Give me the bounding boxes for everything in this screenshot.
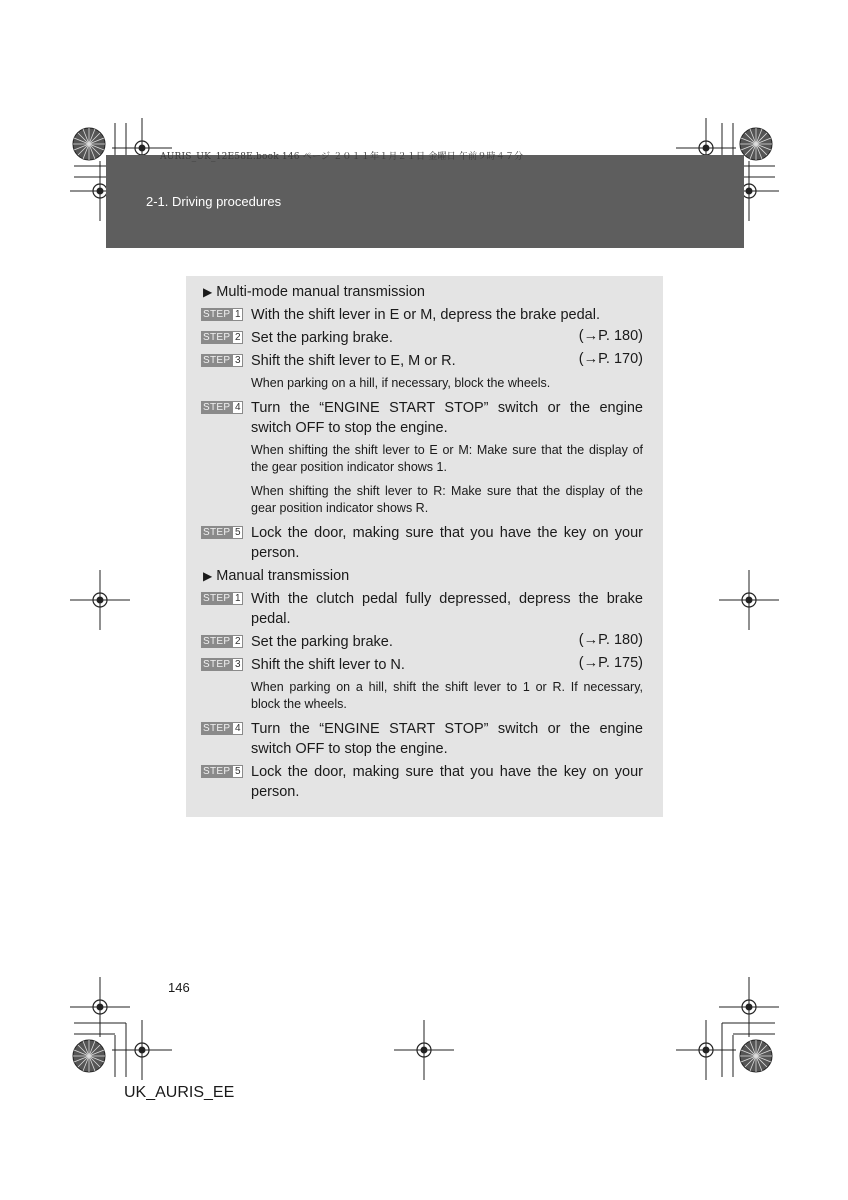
- step-badge: STEP 3: [201, 354, 243, 367]
- step-badge: STEP 2: [201, 331, 243, 344]
- manual-heading: ▶ Manual transmission: [203, 568, 350, 584]
- section-title: 2-1. Driving procedures: [146, 194, 282, 209]
- page-reference: (→P. 180): [578, 632, 643, 648]
- step-text: Lock the door, making sure that you have the key on your person.: [251, 764, 643, 800]
- triangle-bullet-icon: ▶: [203, 569, 213, 583]
- document-code: UK_AURIS_EE: [124, 1084, 235, 1101]
- step-text: Shift the shift lever to N.: [251, 657, 405, 673]
- step-text: Set the parking brake.: [251, 330, 393, 346]
- note-text: When parking on a hill, if necessary, block the wheels.: [251, 376, 551, 390]
- print-info: AURIS_UK_12E58E.book 146 ページ ２０１１年１月２１日 金曜日 午前９時４７分: [160, 152, 524, 162]
- note-text: When parking on a hill, shift the shift lever to 1 or R. If necessary, block the wheels.: [251, 680, 643, 711]
- step-badge: STEP 4: [201, 401, 243, 414]
- page-reference: (→P. 180): [578, 328, 643, 344]
- step-badge: STEP 2: [201, 635, 243, 648]
- step-text: With the shift lever in E or M, depress the brake pedal.: [251, 307, 600, 323]
- page-reference: (→P. 170): [578, 351, 643, 367]
- step-text: Set the parking brake.: [251, 634, 393, 650]
- step-badge: STEP 4: [201, 722, 243, 735]
- note-text: When shifting the shift lever to R: Make sure that the display of the gear position indicator shows R.: [251, 484, 643, 515]
- step-text: Shift the shift lever to E, M or R.: [251, 353, 456, 369]
- step-text: Lock the door, making sure that you have the key on your person.: [251, 525, 643, 561]
- step-badge: STEP 1: [201, 308, 243, 321]
- page-reference: (→P. 175): [578, 655, 643, 671]
- step-badge: STEP 1: [201, 592, 243, 605]
- triangle-bullet-icon: ▶: [203, 285, 213, 299]
- step-badge: STEP 5: [201, 765, 243, 778]
- step-badge: STEP 3: [201, 658, 243, 671]
- note-text: When shifting the shift lever to E or M: Make sure that the display of the gear position indicator shows 1.: [251, 443, 643, 474]
- page-number: 146: [168, 980, 190, 995]
- step-text: Turn the “ENGINE START STOP” switch or the engine switch OFF to stop the engine.: [251, 400, 643, 436]
- step-text: With the clutch pedal fully depressed, depress the brake pedal.: [251, 591, 643, 627]
- multimode-heading: ▶ Multi-mode manual transmission: [203, 284, 425, 300]
- step-badge: STEP 5: [201, 526, 243, 539]
- step-text: Turn the “ENGINE START STOP” switch or the engine switch OFF to stop the engine.: [251, 721, 643, 757]
